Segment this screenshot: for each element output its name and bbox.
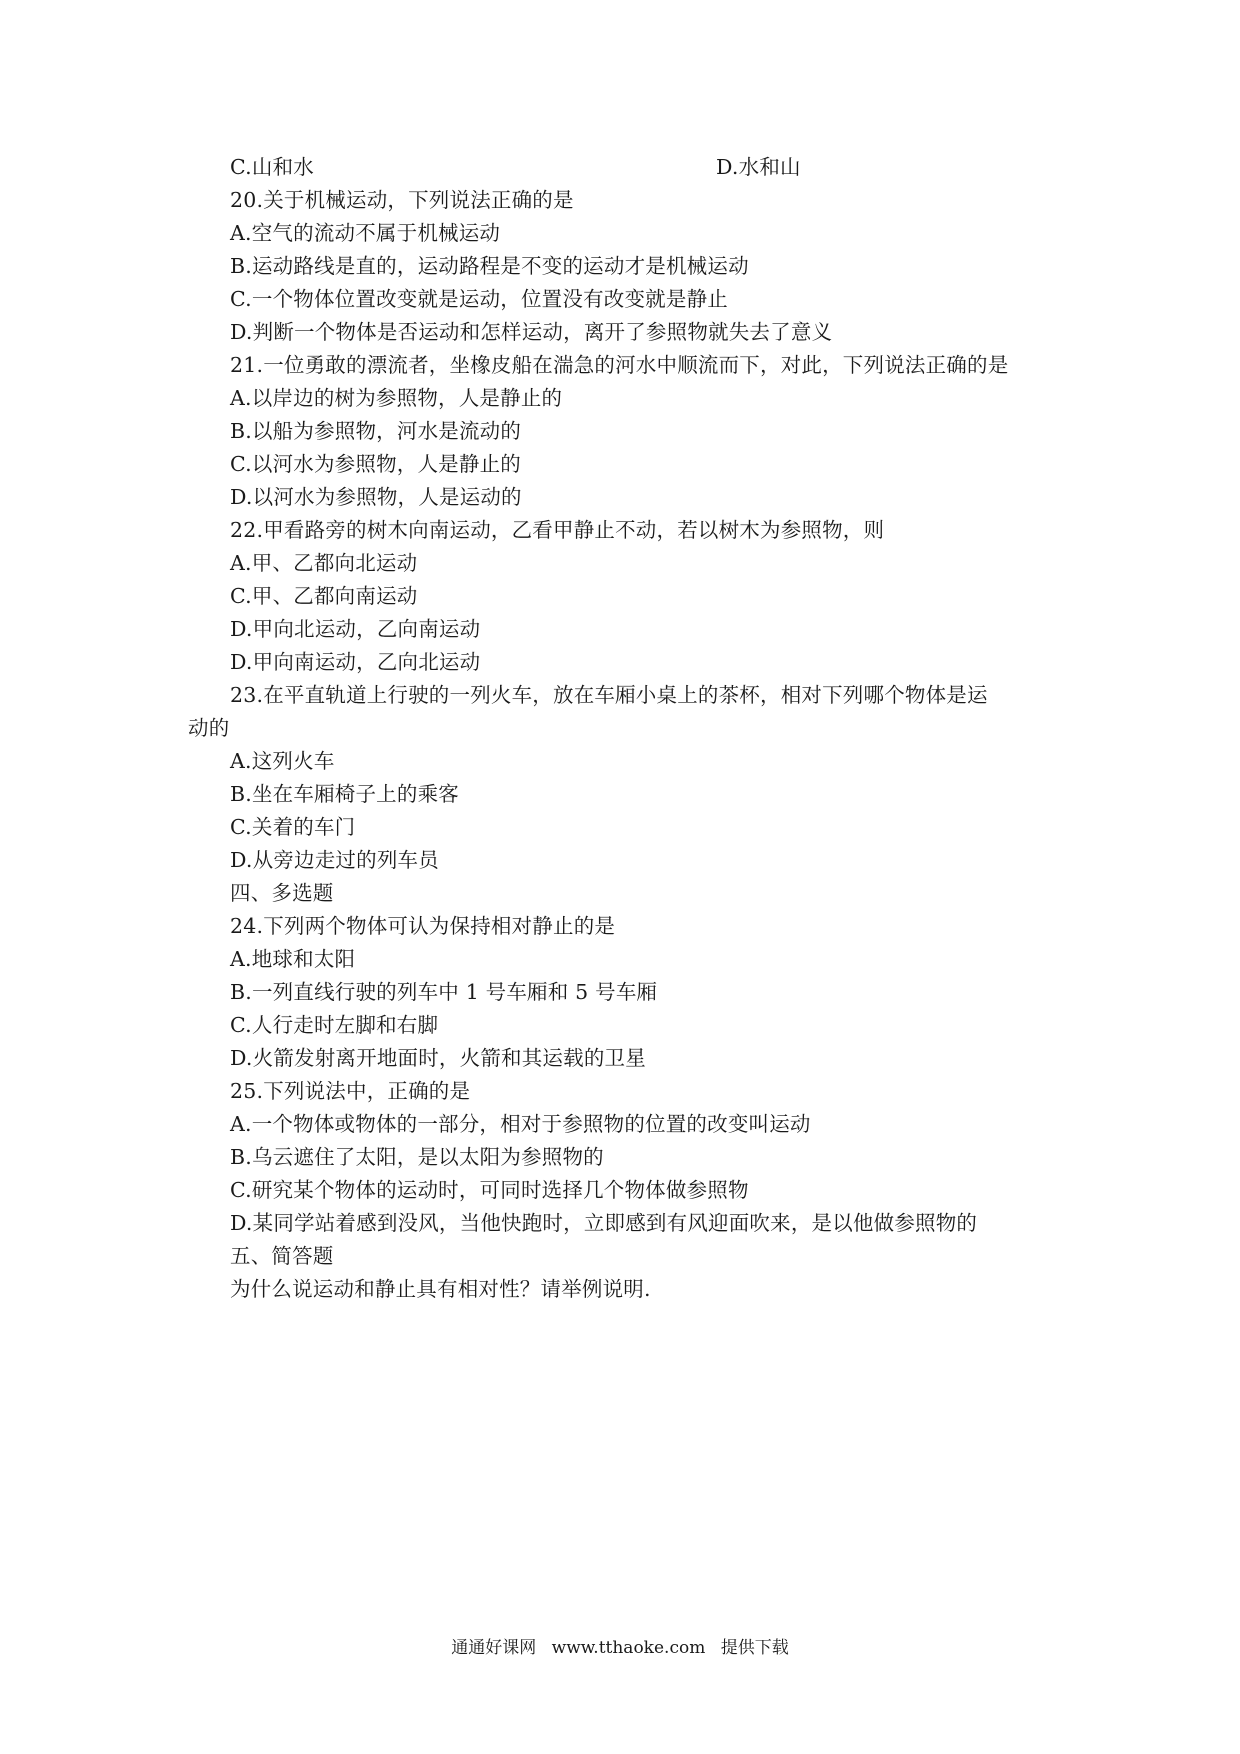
short-answer-question: 为什么说运动和静止具有相对性？请举例说明. — [230, 1277, 651, 1301]
q23-option-b: B.坐在车厢椅子上的乘客 — [230, 782, 459, 806]
q21-option-c: C.以河水为参照物，人是静止的 — [230, 452, 521, 476]
section-heading-multiple-choice: 四、多选题 — [230, 881, 334, 905]
q25-option-c: C.研究某个物体的运动时，可同时选择几个物体做参照物 — [230, 1178, 749, 1202]
q24-option-d: D.火箭发射离开地面时，火箭和其运载的卫星 — [230, 1046, 646, 1070]
q23-stem-line-2: 动的 — [188, 716, 230, 740]
q22-option-d-second: D.甲向南运动，乙向北运动 — [230, 650, 481, 674]
q23-option-d: D.从旁边走过的列车员 — [230, 848, 439, 872]
q22-stem: 22.甲看路旁的树木向南运动，乙看甲静止不动，若以树木为参照物，则 — [230, 518, 885, 542]
q24-option-c: C.人行走时左脚和右脚 — [230, 1013, 439, 1037]
q23-option-a: A.这列火车 — [230, 749, 335, 773]
q25-option-d: D.某同学站着感到没风，当他快跑时，立即感到有风迎面吹来，是以他做参照物的 — [230, 1211, 978, 1235]
q20-option-c: C.一个物体位置改变就是运动，位置没有改变就是静止 — [230, 287, 728, 311]
q25-option-a: A.一个物体或物体的一部分，相对于参照物的位置的改变叫运动 — [230, 1112, 811, 1136]
q20-option-a: A.空气的流动不属于机械运动 — [230, 221, 501, 245]
q25-option-b: B.乌云遮住了太阳，是以太阳为参照物的 — [230, 1145, 604, 1169]
section-heading-short-answer: 五、简答题 — [230, 1244, 334, 1268]
q19-option-c: C.山和水 — [230, 155, 314, 179]
q23-stem-line-1: 23.在平直轨道上行驶的一列火车，放在车厢小桌上的茶杯，相对下列哪个物体是运 — [230, 683, 988, 707]
q24-option-b: B.一列直线行驶的列车中 1 号车厢和 5 号车厢 — [230, 980, 658, 1004]
q24-stem: 24.下列两个物体可认为保持相对静止的是 — [230, 914, 616, 938]
q22-option-c: C.甲、乙都向南运动 — [230, 584, 418, 608]
q21-option-d: D.以河水为参照物，人是运动的 — [230, 485, 522, 509]
q19-option-d: D.水和山 — [716, 155, 801, 179]
footer-site-name: 通通好课网 — [451, 1638, 537, 1658]
q20-option-d: D.判断一个物体是否运动和怎样运动，离开了参照物就失去了意义 — [230, 320, 833, 344]
q24-option-a: A.地球和太阳 — [230, 947, 356, 971]
q21-option-b: B.以船为参照物，河水是流动的 — [230, 419, 522, 443]
footer-url: www.tthaoke.com — [551, 1638, 706, 1658]
q25-stem: 25.下列说法中，正确的是 — [230, 1079, 471, 1103]
q20-stem: 20.关于机械运动，下列说法正确的是 — [230, 188, 574, 212]
page-footer — [0, 1637, 1240, 1659]
q23-option-c: C.关着的车门 — [230, 815, 356, 839]
q21-option-a: A.以岸边的树为参照物，人是静止的 — [230, 386, 563, 410]
q21-stem: 21.一位勇敢的漂流者，坐橡皮船在湍急的河水中顺流而下，对此，下列说法正确的是 — [230, 353, 1009, 377]
q20-option-b: B.运动路线是直的，运动路程是不变的运动才是机械运动 — [230, 254, 749, 278]
footer-note: 提供下载 — [720, 1638, 789, 1658]
q22-option-a: A.甲、乙都向北运动 — [230, 551, 418, 575]
q22-option-d-first: D.甲向北运动，乙向南运动 — [230, 617, 481, 641]
